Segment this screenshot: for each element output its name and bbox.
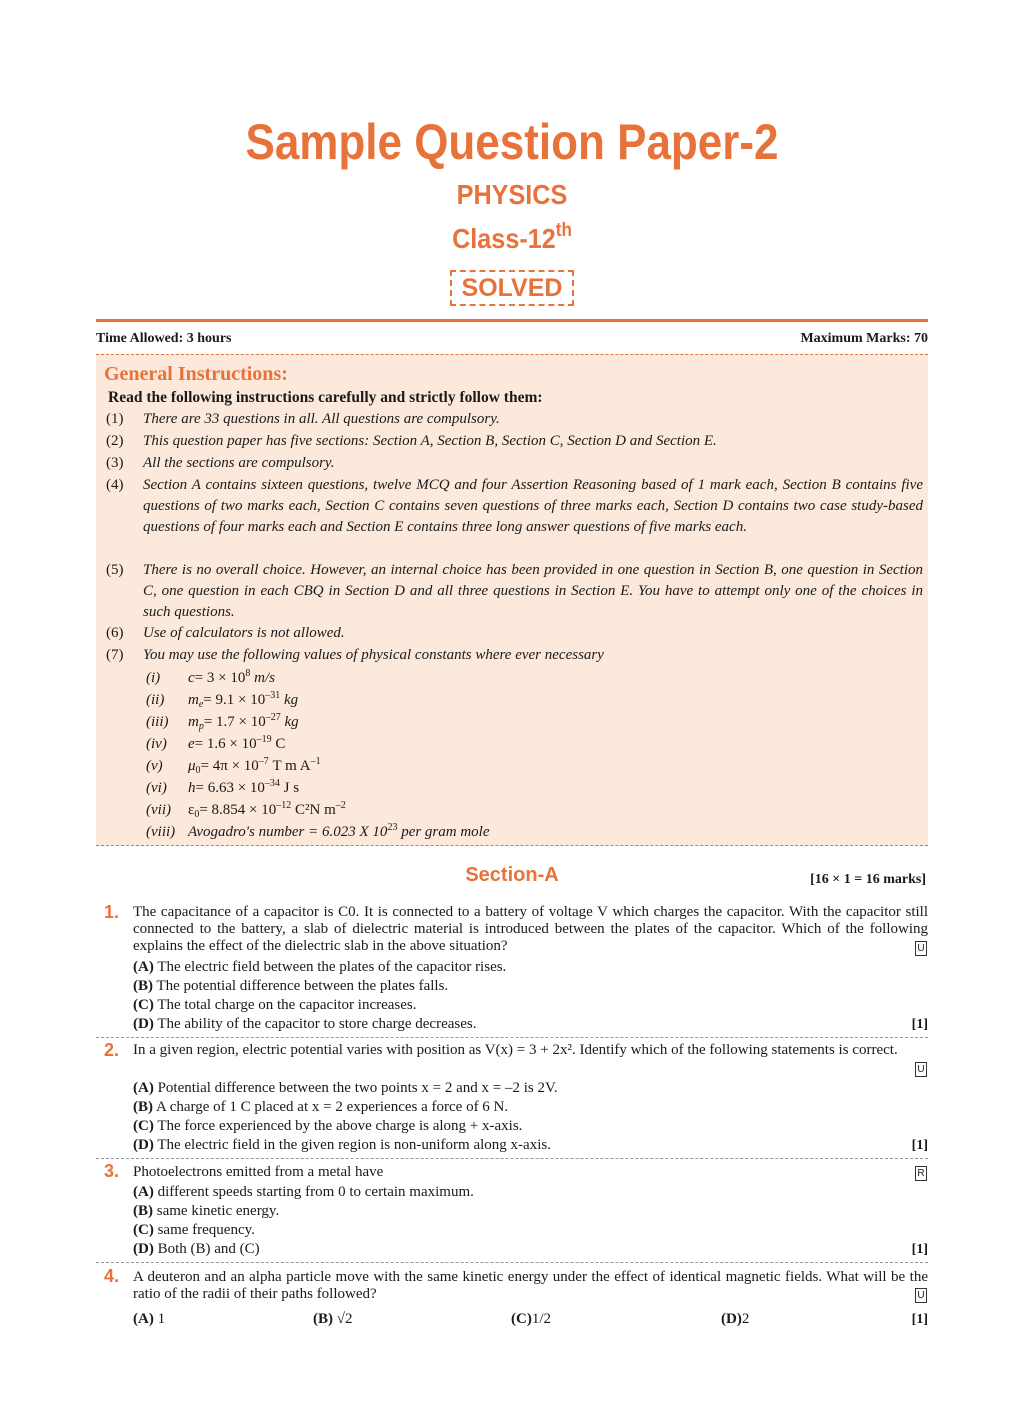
instruction-number: (5) [106,562,124,578]
instruction-text: All the sections are compulsory. [143,455,335,471]
constant-number: (iii) [146,714,169,730]
constant-number: (v) [146,758,163,774]
constant-value: $m_e= 9.1 \times 10^{-31}$ kg [188,690,299,710]
section-marks: [16 × 1 = 16 marks] [810,872,926,887]
instructions-heading: General Instructions: [104,363,288,385]
question-text: The capacitance of a capacitor is C0. It is connected to a battery of voltage V which charges the capacitor. With the capacitor still connected to the battery, a slab of dielectric material is introduced between the plates of the capacitor. Which of the following explains the effect of the dielectric slab in the above situation? [133,904,928,954]
maximum-marks: Maximum Marks: 70 [800,331,928,346]
question-marks: [1] [911,1312,928,1327]
difficulty-tag: U [915,1288,927,1303]
constant-number: (iv) [146,736,167,752]
option: (D) Both (B) and (C) [133,1241,260,1257]
instruction-number: (4) [106,477,124,493]
class-title [51,222,973,256]
option: (B) √2 [313,1311,353,1327]
option: (B) The potential difference between the plates falls. [133,978,449,994]
option: (C)1/2 [511,1311,551,1327]
option: (D) The ability of the capacitor to store charge decreases. [133,1016,477,1032]
instruction-text: This question paper has five sections: Section A, Section B, Section C, Section D and Section E. [143,433,717,449]
subject-title: PHYSICS [456,179,568,210]
question-divider [96,1037,928,1038]
instruction-text: Use of calculators is not allowed. [143,625,345,641]
question-marks: [1] [911,1138,928,1153]
question-text: Photoelectrons emitted from a metal have [133,1164,384,1180]
question-text: A deuteron and an alpha particle move with the same kinetic energy under the effect of identical magnetic fields. What will be the ratio of the radii of their paths followed? [133,1269,928,1302]
instruction-number: (2) [106,433,124,449]
question-text: In a given region, electric potential varies with position as V(x) = 3 + 2x². Identify which of the following statements is correct. [133,1042,898,1058]
option: (A) Potential difference between the two points x = 2 and x = –2 is 2V. [133,1080,558,1096]
question-number: 4. [104,1266,120,1286]
option: (A) different speeds starting from 0 to certain maximum. [133,1184,474,1200]
option: (B) A charge of 1 C placed at x = 2 experiences a force of 6 N. [133,1099,509,1115]
option: (C) same frequency. [133,1222,255,1238]
option: (D)2 [721,1311,750,1327]
instructions-lead: Read the following instructions carefully and strictly follow them: [108,389,543,406]
instruction-number: (1) [106,411,124,427]
paper-title: Sample Question Paper-2 [245,114,779,170]
option: (A) The electric field between the plates of the capacitor rises. [133,959,507,975]
option: (D) The electric field in the given region is non-uniform along x-axis. [133,1137,551,1153]
option: (B) same kinetic energy. [133,1203,280,1219]
difficulty-tag: U [915,941,927,956]
instruction-text: There is no overall choice. However, an internal choice has been provided in one question in Section B, one question in Section C, one question in each CBQ in Section D and all three questions in Section E. You have to attempt only one of the choices in such questions. [143,562,923,620]
question-divider [96,1262,928,1263]
constant-number: (viii) [146,824,176,840]
general-instructions-box [96,354,928,846]
constant-value: $\varepsilon_0= 8.854 \times 10^{-12}$ C²N $m^{-2}$ [188,800,346,820]
constant-value: $\mu_0= 4\pi \times 10^{-7}$ T m $A^{-1}$ [188,756,321,776]
constant-number: (vi) [146,780,167,796]
question-marks: [1] [911,1242,928,1257]
class-label: Class-12 [452,223,556,254]
constant-value: $m_p= 1.7 \times 10^{-27}$ kg [188,712,299,732]
solved-badge: SOLVED [450,270,575,306]
instruction-text: You may use the following values of physical constants where ever necessary [143,647,604,663]
option: (C) The total charge on the capacitor increases. [133,997,417,1013]
difficulty-tag: U [915,1062,927,1077]
question-marks: [1] [911,1017,928,1032]
question-number: 1. [104,902,120,922]
section-title: Section-A [465,864,559,886]
difficulty-tag: R [915,1166,927,1181]
constant-value: $c= 3 \times 10^8$ m/s [188,668,275,686]
question-divider [96,1158,928,1159]
option: (A) 1 [133,1311,166,1327]
header-divider [96,319,928,322]
time-allowed: Time Allowed: 3 hours [96,331,232,346]
instruction-number: (7) [106,647,124,663]
constant-number: (i) [146,670,161,686]
paper-header [0,112,1024,306]
option: (C) The force experienced by the above charge is along + x-axis. [133,1118,523,1134]
constant-number: (vii) [146,802,171,818]
instruction-number: (3) [106,455,124,471]
constant-value: Avogadro's number = 6.023 X $10^{23}$ per gram mole [188,822,490,840]
question-number: 2. [104,1040,120,1060]
class-suffix: th [555,220,572,241]
constant-value: $h= 6.63 \times 10^{-34}$ J s [188,778,300,796]
instruction-number: (6) [106,625,124,641]
constant-number: (ii) [146,692,165,708]
constant-value: $e= 1.6 \times 10^{-19}$ C [188,734,286,752]
instruction-text: There are 33 questions in all. All questions are compulsory. [143,411,500,427]
instruction-text: Section A contains sixteen questions, twelve MCQ and four Assertion Reasoning based of 1 mark each, Section B contains five questions of two marks each, Section C contains seven questions of three marks each, Section D contains two case study-based questions of four marks each and Section E contains three long answer questions of five marks each. [143,477,923,535]
question-number: 3. [104,1161,120,1181]
